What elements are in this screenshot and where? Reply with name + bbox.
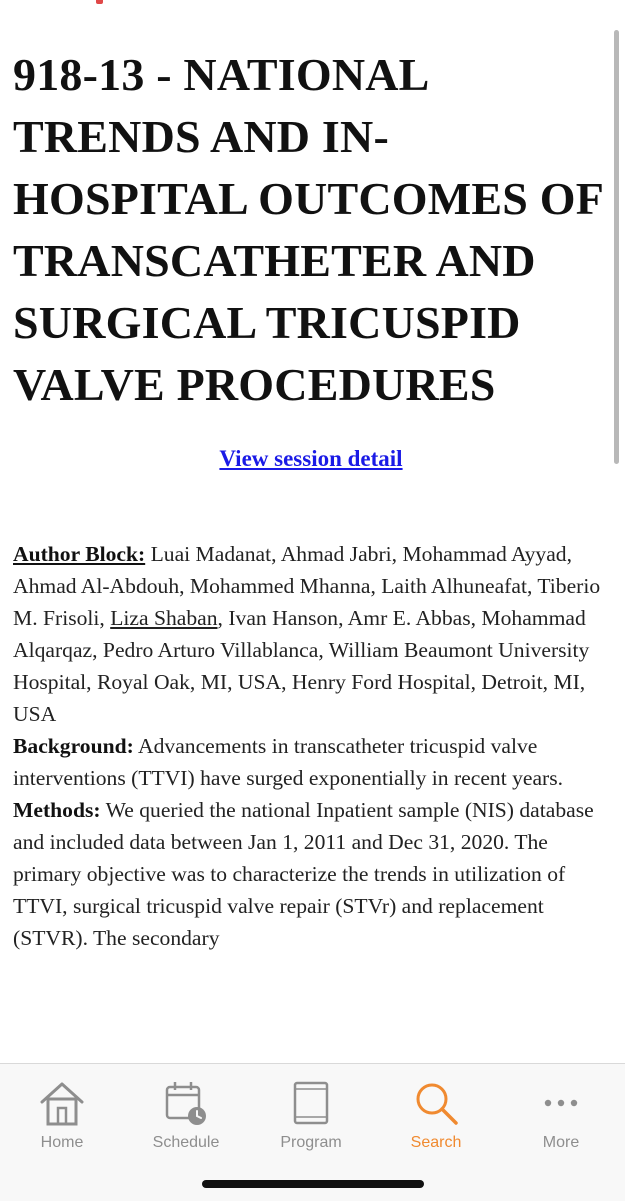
tab-more[interactable] — [506, 1078, 616, 1151]
methods-text: We queried the national Inpatient sample (NIS) database and included data between Jan 1, 2011 and Dec 31, 2020. The primary objective was to characterize the trends in utilization of TTVI, surgical tricuspid valve repair (STVr) and replacement (STVR). The secondary — [13, 798, 594, 950]
home-icon — [37, 1078, 87, 1128]
methods-paragraph — [13, 794, 609, 954]
author-list-part1: Luai Madanat, Ahmad Jabri, Mohammad Ayyad, Ahmad Al-Abdouh, Mohammed Mhanna, Laith Alhuneafat, Tiberio M. Frisoli, — [13, 542, 601, 630]
tab-search[interactable] — [381, 1078, 491, 1151]
author-list-part2: , Ivan Hanson, Amr E. Abbas, Mohammad Alqarqaz, Pedro Arturo Villablanca, William Beaumont University Hospital, Royal Oak, MI, USA, Henry Ford Hospital, Detroit, MI, USA — [13, 606, 590, 726]
background-text: Advancements in transcatheter tricuspid valve interventions (TTVI) have surged exponentially in recent years. — [13, 734, 564, 790]
abstract-content — [13, 44, 609, 1062]
author-block-label: Author Block: — [13, 542, 146, 566]
background-paragraph — [13, 730, 609, 794]
tab-program-label: Program — [280, 1134, 342, 1151]
session-link-container — [13, 446, 609, 472]
book-icon — [286, 1078, 336, 1128]
calendar-clock-icon — [161, 1078, 211, 1128]
tab-schedule[interactable] — [131, 1078, 241, 1151]
more-dots-icon — [536, 1078, 586, 1128]
author-block-paragraph — [13, 538, 609, 730]
scrollbar[interactable] — [614, 30, 619, 464]
home-indicator[interactable] — [202, 1180, 424, 1188]
abstract-title: 918-13 - NATIONAL TRENDS AND IN-HOSPITAL OUTCOMES OF TRANSCATHETER AND SURGICAL TRICUSPID VALVE PROCEDURES — [13, 49, 603, 410]
tab-schedule-label: Schedule — [152, 1134, 220, 1151]
tab-more-label: More — [542, 1134, 580, 1151]
methods-label: Methods: — [13, 798, 101, 822]
background-label: Background: — [13, 734, 134, 758]
abstract-body — [13, 538, 609, 954]
view-session-detail-link[interactable]: View session detail — [219, 446, 403, 471]
tab-program[interactable] — [256, 1078, 366, 1151]
search-icon — [411, 1078, 461, 1128]
status-indicator-mark — [96, 0, 103, 4]
tab-home-label: Home — [40, 1134, 84, 1151]
highlighted-author-link[interactable]: Liza Shaban — [110, 606, 218, 630]
tab-search-label: Search — [410, 1134, 462, 1151]
tab-home[interactable] — [7, 1078, 117, 1151]
